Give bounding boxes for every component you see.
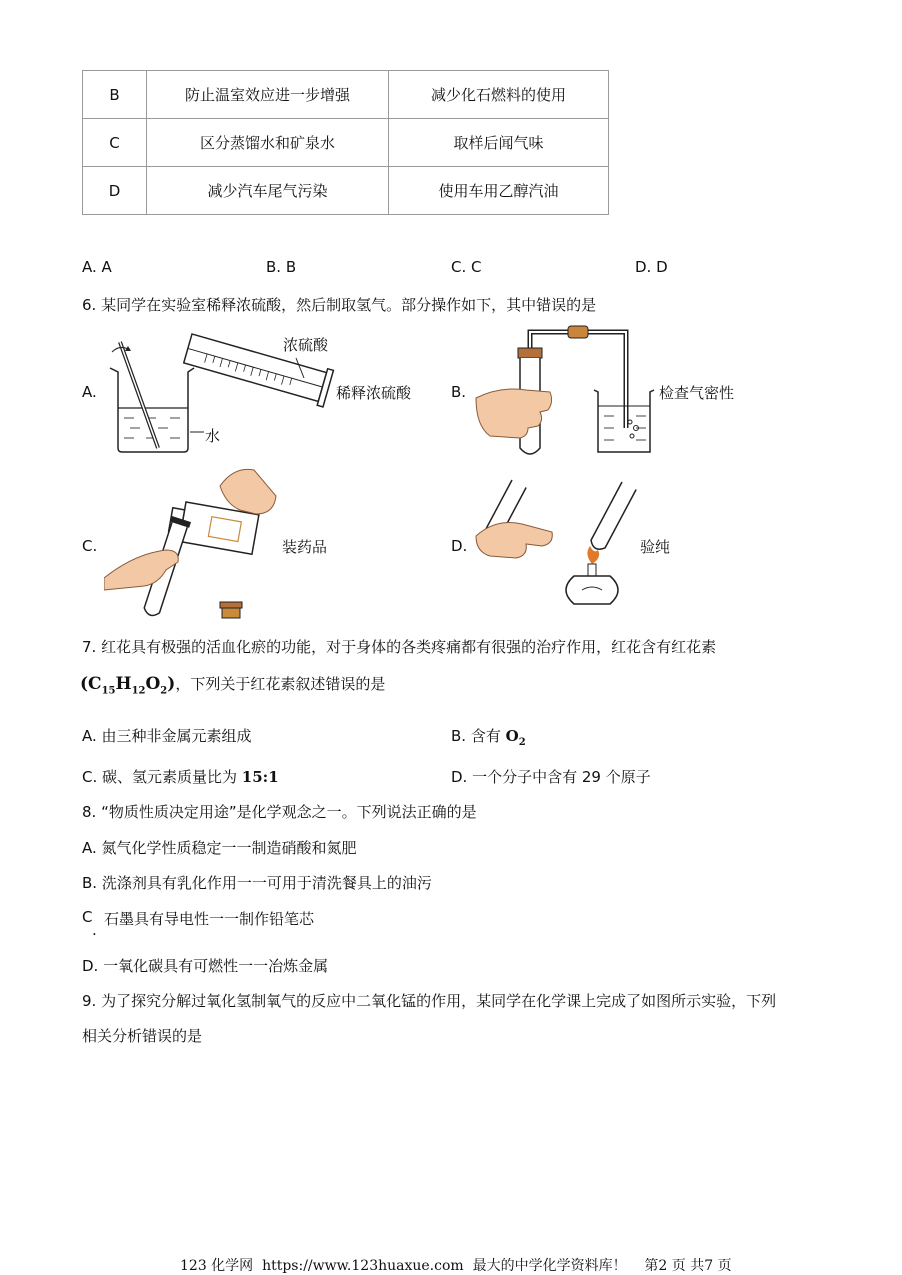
table-cell-purpose: 防止温室效应进一步增强 — [147, 71, 389, 119]
acid-label: 浓硫酸 — [283, 336, 329, 354]
q6-option-b-letter: B. — [451, 383, 467, 401]
q7-stem-line2: $(C_{15}H_{12}O_2)$，下列关于红花素叙述错误的是 — [80, 674, 386, 697]
q8-option-c: 石墨具有导电性一一制作铅笔芯 — [104, 910, 315, 928]
water-label: 水 — [205, 427, 221, 445]
footer-slogan: 最大的中学化学资料库！ — [472, 1258, 627, 1274]
q8-option-d: D. 一氧化碳具有可燃性一一冶炼金属 — [82, 957, 329, 975]
q9-stem-line2: 相关分析错误的是 — [82, 1027, 203, 1045]
q5-option-b: B. B — [266, 258, 297, 276]
q8-option-b: B. 洗涤剂具有乳化作用一一可用于清洗餐具上的油污 — [82, 874, 432, 892]
table-row — [83, 71, 609, 119]
loading-figure — [104, 466, 284, 622]
q8-option-c-letter: C — [82, 908, 93, 926]
table-cell-purpose: 区分蒸馏水和矿泉水 — [147, 119, 389, 167]
footer-site: 123 化学网 — [180, 1258, 254, 1274]
q8-option-c-dot: . — [92, 921, 97, 939]
purity-test-figure — [470, 478, 650, 612]
q9-stem-line1: 9. 为了探究分解过氧化氢制氧气的反应中二氧化锰的作用，某同学在化学课上完成了如图所示实验，下列 — [82, 992, 777, 1010]
q6-option-d-letter: D. — [451, 537, 468, 555]
footer-page-number: 第2 页 共7 页 — [644, 1258, 732, 1274]
q6-option-c-label: 装药品 — [282, 538, 328, 556]
q6-option-d-label: 验纯 — [640, 538, 671, 556]
q5-option-d: D. D — [635, 258, 668, 276]
table-row — [83, 119, 609, 167]
q6-stem: 6. 某同学在实验室稀释浓硫酸，然后制取氢气。部分操作如下，其中错误的是 — [82, 296, 597, 314]
q6-option-a-letter: A. — [82, 383, 97, 401]
table-cell-method: 取样后闻气味 — [389, 119, 609, 167]
q8-option-a: A. 氮气化学性质稳定一一制造硝酸和氮肥 — [82, 839, 357, 857]
table-cell-key: D — [83, 167, 147, 215]
formula-safflower: $(C_{15}H_{12}O_2)$ — [80, 674, 176, 697]
table-cell-key: B — [83, 71, 147, 119]
page-footer — [180, 1255, 732, 1275]
q7-option-d: D. 一个分子中含有 29 个原子 — [451, 768, 651, 786]
table-row — [83, 167, 609, 215]
q7-option-a: A. 由三种非金属元素组成 — [82, 727, 252, 745]
q6-option-c-letter: C. — [82, 537, 98, 555]
q6-option-a-label: 稀释浓硫酸 — [336, 384, 412, 402]
q5-option-c: C. C — [451, 258, 482, 276]
q5-option-a: A. A — [82, 258, 112, 276]
table-cell-method: 减少化石燃料的使用 — [389, 71, 609, 119]
q7-option-c: C. 碳、氢元素质量比为 15:1 — [82, 768, 279, 786]
airtightness-figure — [470, 320, 660, 460]
q7-option-b: B. 含有 $O_2$ — [451, 727, 526, 748]
q6-option-b-label: 检查气密性 — [659, 384, 735, 402]
q7-stem: 7. 红花具有极强的活血化瘀的功能，对于身体的各类疼痛都有很强的治疗作用，红花含有红花素 — [82, 638, 717, 656]
table-cell-key: C — [83, 119, 147, 167]
table-cell-method: 使用车用乙醇汽油 — [389, 167, 609, 215]
table-cell-purpose: 减少汽车尾气污染 — [147, 167, 389, 215]
footer-url[interactable]: https://www.123huaxue.com — [262, 1258, 464, 1274]
q8-stem: 8. “物质性质决定用途”是化学观念之一。下列说法正确的是 — [82, 803, 477, 821]
options-table — [82, 70, 609, 215]
